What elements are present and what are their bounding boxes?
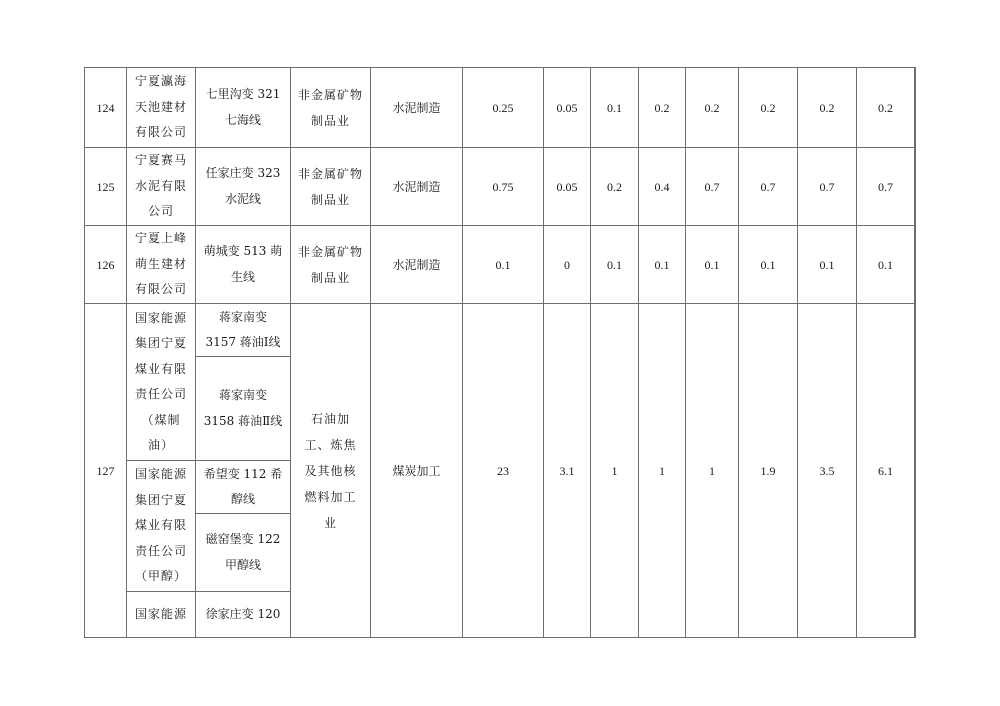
row-number: 126: [85, 226, 127, 304]
company-name: 宁夏瀛海天池建材有限公司: [127, 68, 196, 148]
value-cell: 0.05: [544, 148, 591, 226]
power-line: 希望变 112 希醇线: [196, 461, 291, 514]
industry: 石油加工、炼焦及其他核燃料加工业: [291, 304, 371, 638]
row-number: 127: [85, 304, 127, 638]
value-cell: 6.1: [857, 304, 915, 638]
industry: 非金属矿物制品业: [291, 148, 371, 226]
sub-industry: 煤炭加工: [371, 304, 463, 638]
industry: 非金属矿物制品业: [291, 68, 371, 148]
power-line: 萌城变 513 萌生线: [196, 226, 291, 304]
value-cell: 0.7: [857, 148, 915, 226]
sub-industry: 水泥制造: [371, 226, 463, 304]
value-cell: 0.7: [686, 148, 739, 226]
value-cell: 0.05: [544, 68, 591, 148]
value-cell: 0: [544, 226, 591, 304]
company-name: 国家能源: [127, 592, 196, 638]
value-cell: 0.1: [463, 226, 544, 304]
power-line: 徐家庄变 120: [196, 592, 291, 638]
value-cell: 1: [686, 304, 739, 638]
value-cell: 0.1: [798, 226, 857, 304]
table-row: [85, 68, 916, 148]
value-cell: 3.5: [798, 304, 857, 638]
value-cell: 0.2: [686, 68, 739, 148]
table-row: [85, 226, 916, 304]
table-row: [85, 148, 916, 226]
company-name: 国家能源集团宁夏煤业有限责任公司（甲醇）: [127, 461, 196, 592]
power-line: 蒋家南变 3157 蒋油Ⅰ线: [196, 304, 291, 357]
power-line: 七里沟变 321 七海线: [196, 68, 291, 148]
note-cell: [915, 68, 916, 148]
value-cell: 0.2: [591, 148, 639, 226]
value-cell: 0.2: [798, 68, 857, 148]
company-name: 宁夏赛马水泥有限公司: [127, 148, 196, 226]
value-cell: 1.9: [739, 304, 798, 638]
sub-industry: 水泥制造: [371, 148, 463, 226]
value-cell: 0.1: [639, 226, 686, 304]
value-cell: 3.1: [544, 304, 591, 638]
company-name: 国家能源集团宁夏煤业有限责任公司（煤制油）: [127, 304, 196, 461]
value-cell: 0.2: [639, 68, 686, 148]
value-cell: 0.25: [463, 68, 544, 148]
value-cell: 0.1: [591, 68, 639, 148]
row-number: 125: [85, 148, 127, 226]
value-cell: 1: [639, 304, 686, 638]
load-reduction-table: [84, 67, 916, 638]
row-number: 124: [85, 68, 127, 148]
value-cell: 0.4: [639, 148, 686, 226]
value-cell: 23: [463, 304, 544, 638]
company-name: 宁夏上峰萌生建材有限公司: [127, 226, 196, 304]
value-cell: 0.75: [463, 148, 544, 226]
value-cell: 0.2: [857, 68, 915, 148]
value-cell: 0.7: [798, 148, 857, 226]
power-line: 任家庄变 323 水泥线: [196, 148, 291, 226]
value-cell: 1: [591, 304, 639, 638]
note-cell: [915, 304, 916, 638]
value-cell: 0.1: [857, 226, 915, 304]
industry: 非金属矿物制品业: [291, 226, 371, 304]
power-line: 蒋家南变 3158 蒋油Ⅱ线: [196, 357, 291, 461]
value-cell: 0.2: [739, 68, 798, 148]
sub-industry: 水泥制造: [371, 68, 463, 148]
note-cell: [915, 148, 916, 226]
value-cell: 0.1: [739, 226, 798, 304]
value-cell: 0.1: [686, 226, 739, 304]
power-line: 磁窑堡变 122 甲醇线: [196, 514, 291, 592]
note-cell: [915, 226, 916, 304]
value-cell: 0.7: [739, 148, 798, 226]
table-row: [85, 304, 916, 357]
value-cell: 0.1: [591, 226, 639, 304]
